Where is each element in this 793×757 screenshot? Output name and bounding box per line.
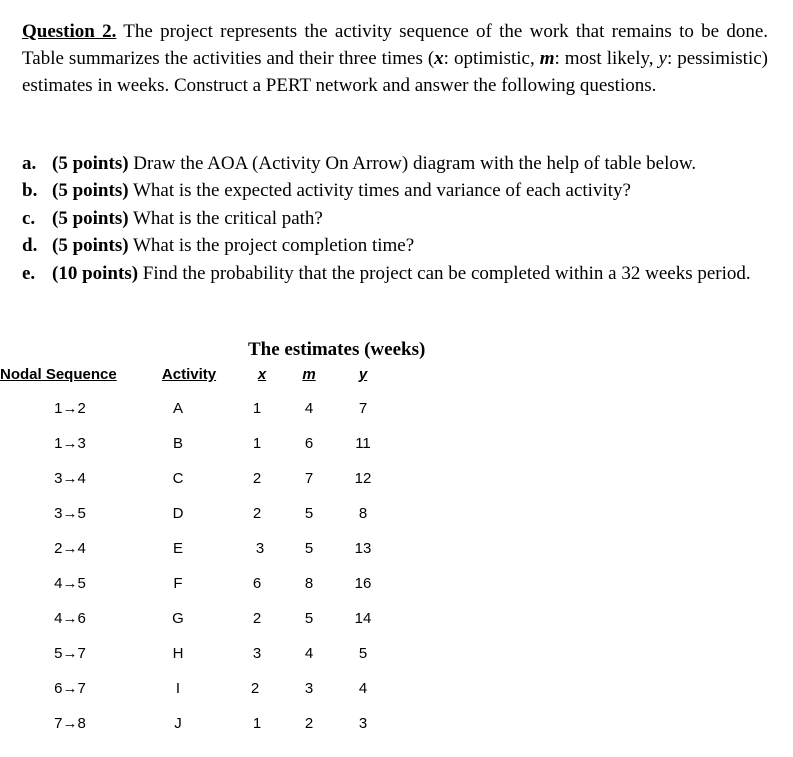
cell-nodal-sequence: 6→7: [54, 680, 86, 697]
part-points: (5 points): [52, 180, 129, 202]
header-activity: Activity: [161, 366, 217, 383]
header-m: m: [302, 366, 316, 383]
cell-x: 1: [252, 435, 262, 452]
cell-nodal-sequence: 1→3: [54, 435, 86, 452]
cell-m: 5: [304, 505, 314, 522]
cell-y: 7: [358, 400, 368, 417]
part-letter: c.: [22, 207, 36, 229]
part-letter: b.: [22, 180, 38, 202]
part-d: [22, 232, 768, 259]
part-letter: e.: [22, 262, 36, 284]
cell-m: 8: [304, 575, 314, 592]
part-points: (5 points): [52, 235, 129, 257]
estimates-title: The estimates (weeks): [248, 339, 426, 360]
cell-nodal-sequence: 3→5: [54, 505, 86, 522]
cell-x: 1: [252, 400, 262, 417]
cell-activity: A: [172, 400, 183, 417]
cell-x: 2: [252, 610, 262, 627]
question-text-4: : pessimistic) estimates in weeks. Construct a PERT network and answer the following questions.: [22, 48, 768, 96]
header-y: y: [358, 366, 368, 383]
cell-m: 7: [304, 470, 314, 487]
cell-m: 4: [304, 400, 314, 417]
cell-nodal-sequence: 3→4: [54, 470, 86, 487]
cell-m: 3: [304, 680, 314, 697]
cell-y: 13: [354, 540, 372, 557]
part-letter: a.: [22, 153, 37, 174]
cell-activity: H: [172, 645, 184, 662]
part-points: (10 points): [52, 262, 139, 284]
header-nodal-sequence: Nodal Sequence: [0, 366, 117, 383]
cell-m: 5: [304, 540, 314, 557]
cell-activity: J: [174, 715, 182, 732]
cell-activity: I: [175, 680, 181, 697]
question-label: Question 2.: [22, 21, 117, 42]
part-points: (5 points): [52, 207, 129, 229]
cell-x: 3: [255, 540, 265, 557]
question-text-1: The project represents the activity sequence of the work that remains to be done. Table summarizes the activities and their three times (: [22, 21, 768, 69]
cell-y: 8: [358, 505, 368, 522]
header-x: x: [257, 366, 267, 383]
cell-y: 16: [354, 575, 372, 592]
cell-nodal-sequence: 7→8: [54, 715, 86, 732]
part-text: What is the expected activity times and variance of each activity?: [128, 180, 631, 202]
cell-activity: E: [172, 540, 183, 557]
cell-y: 14: [354, 610, 372, 627]
cell-m: 4: [304, 645, 314, 662]
part-a: [22, 150, 768, 177]
part-c: [22, 205, 768, 232]
part-points: (5 points): [52, 153, 129, 174]
part-e: [22, 260, 768, 287]
cell-nodal-sequence: 4→5: [54, 575, 86, 592]
cell-y: 4: [358, 680, 368, 697]
part-text: What is the critical path?: [128, 207, 323, 229]
question-text-2: : optimistic,: [443, 48, 540, 69]
cell-y: 11: [355, 435, 371, 452]
cell-y: 3: [358, 715, 368, 732]
cell-activity: G: [172, 610, 184, 627]
cell-activity: B: [172, 435, 183, 452]
var-m: m: [539, 48, 555, 69]
part-b: [22, 177, 768, 204]
cell-m: 5: [304, 610, 314, 627]
cell-nodal-sequence: 2→4: [54, 540, 86, 557]
part-letter: d.: [22, 235, 38, 257]
question-parts-list: [22, 150, 768, 287]
cell-x: 1: [252, 715, 262, 732]
cell-nodal-sequence: 5→7: [54, 645, 86, 662]
cell-nodal-sequence: 4→6: [54, 610, 86, 627]
cell-nodal-sequence: 1→2: [54, 400, 86, 417]
cell-activity: D: [172, 505, 184, 522]
cell-activity: C: [172, 470, 184, 487]
cell-y: 12: [354, 470, 372, 487]
cell-x: 2: [252, 505, 262, 522]
part-text: Draw the AOA (Activity On Arrow) diagram with the help of table below.: [128, 153, 697, 174]
cell-m: 6: [304, 435, 314, 452]
cell-activity: F: [173, 575, 183, 592]
question-text-3: : most likely,: [554, 48, 659, 69]
cell-y: 5: [358, 645, 368, 662]
part-text: Find the probability that the project can be completed within a 32 weeks period.: [138, 262, 751, 284]
cell-x: 3: [252, 645, 262, 662]
cell-x: 6: [252, 575, 262, 592]
var-x: x: [434, 48, 444, 69]
cell-x: 2: [250, 680, 260, 697]
cell-m: 2: [304, 715, 314, 732]
var-y: y: [658, 48, 667, 69]
part-text: What is the project completion time?: [128, 235, 415, 257]
question-paragraph: [22, 18, 768, 99]
cell-x: 2: [252, 470, 262, 487]
